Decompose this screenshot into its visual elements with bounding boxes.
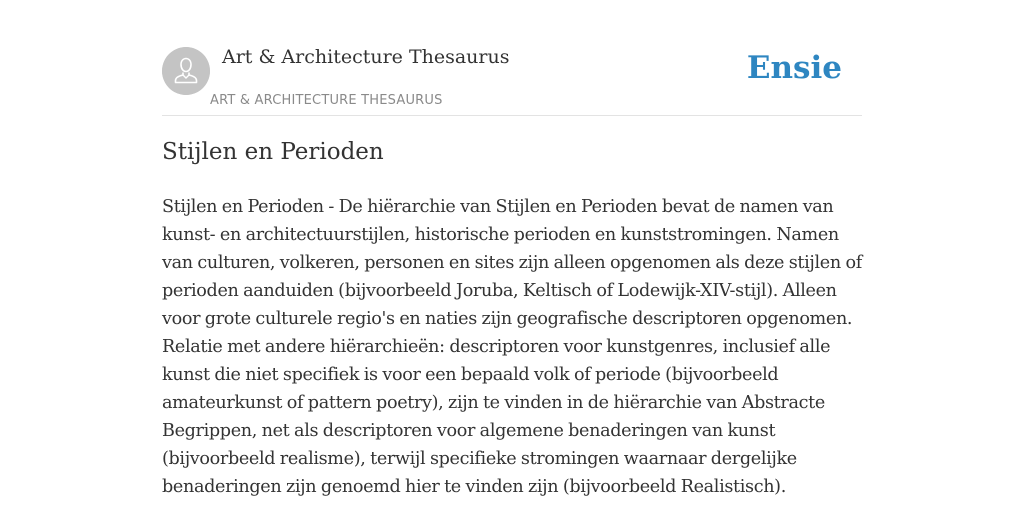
page-title: Stijlen en Perioden — [162, 139, 384, 165]
brand-logo[interactable]: Ensie — [746, 50, 842, 86]
header — [162, 44, 862, 116]
user-silhouette-icon — [162, 47, 210, 95]
avatar[interactable] — [162, 47, 210, 95]
definition-text: Stijlen en Perioden - De hiërarchie van Stijlen en Perioden bevat de namen van kunst- en architectuurstijlen, historische perioden en kunststromingen. Namen van culturen, volkeren, personen en sites zijn alleen opgenomen als deze stijlen of perioden aanduiden (bijvoorbeeld Joruba, Keltisch of Lodewijk-XIV-stijl). Alleen voor grote culturele regio's en naties zijn geografische descriptoren opgenomen. Relatie met andere hiërarchieën: descriptoren voor kunstgenres, inclusief alle kunst die niet specifiek is voor een bepaald volk of periode (bijvoorbeeld amateurkunst of pattern poetry), zijn te vinden in de hiërarchie van Abstracte Begrippen, net als descriptoren voor algemene benaderingen van kunst (bijvoorbeeld realisme), terwijl specifieke stromingen waarnaar dergelijke benaderingen zijn genoemd hier te vinden zijn (bijvoorbeeld Realistisch). — [162, 197, 862, 497]
source-title[interactable]: Art & Architecture Thesaurus — [222, 46, 510, 68]
source-subtitle: ART & ARCHITECTURE THESAURUS — [210, 93, 443, 108]
